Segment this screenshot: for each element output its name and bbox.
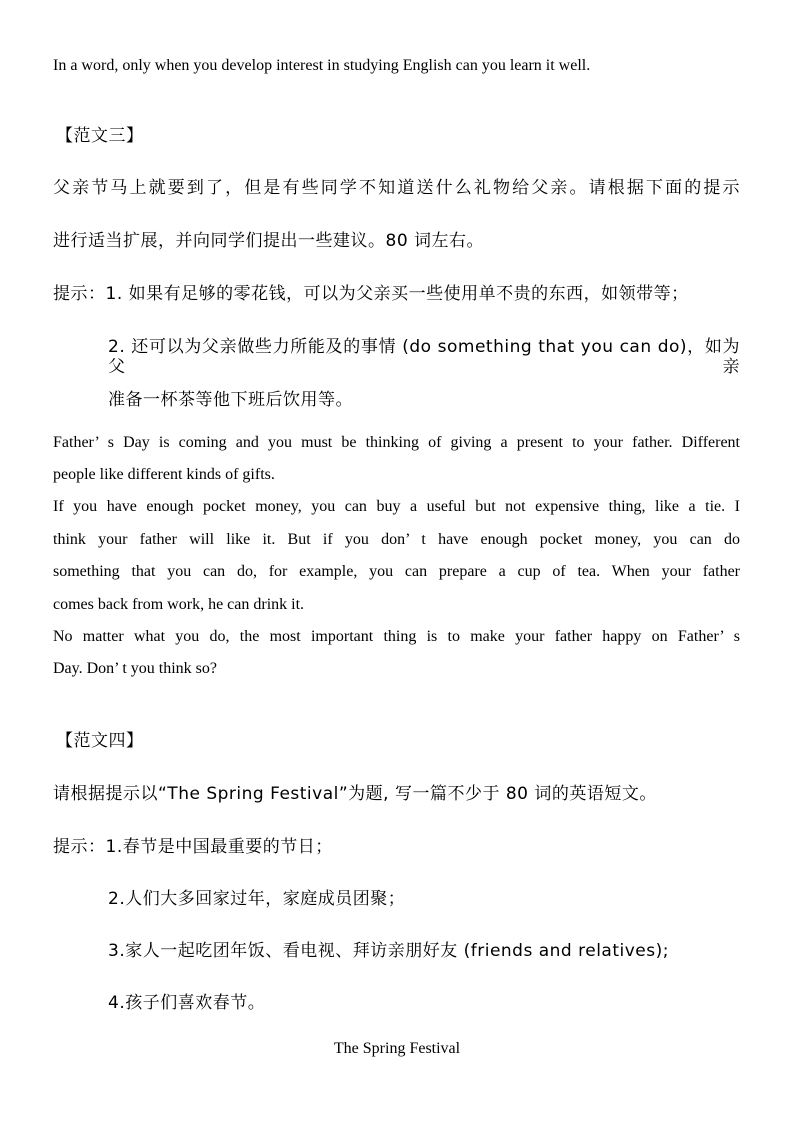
section4-hint2: 2.人们大多回家过年，家庭成员团聚； [108,889,406,909]
essay4-title: The Spring Festival [333,1040,461,1057]
essay3-line1: Father’ s Day is coming and you must be thinking of giving a present to your father. Different [53,434,740,451]
essay3-line4: think your father will like it. But if you don’ t have enough pocket money, you can do [53,531,740,548]
section4-hint4: 4.孩子们喜欢春节。 [108,993,266,1013]
section3-hint2-line1: 2. 还可以为父亲做些力所能及的事情 (do something that you can do)，如为父亲 [108,337,740,377]
essay3-line5: something that you can do, for example, you can prepare a cup of tea. When your father [53,563,740,580]
essay3-line2: people like different kinds of gifts. [53,466,275,483]
section4-hint1: 提示：1.春节是中国最重要的节日； [53,837,333,857]
intro-sentence: In a word, only when you develop interest in studying English can you learn it well. [53,57,591,74]
essay3-line7: No matter what you do, the most important thing is to make your father happy on Father’ s [53,628,740,645]
section4-heading: 【范文四】 [56,731,144,751]
section3-prompt-line2: 进行适当扩展，并向同学们提出一些建议。80 词左右。 [53,231,485,251]
section4-hint3: 3.家人一起吃团年饭、看电视、拜访亲朋好友 (friends and relatives); [108,941,669,961]
section3-hint2-line2: 准备一杯茶等他下班后饮用等。 [108,390,353,410]
essay3-line6: comes back from work, he can drink it. [53,596,305,613]
section3-heading: 【范文三】 [56,126,144,146]
section4-prompt: 请根据提示以“The Spring Festival”为题, 写一篇不少于 80 词的英语短文。 [53,784,657,804]
essay3-line8: Day. Don’ t you think so? [53,660,217,677]
essay3-line3: If you have enough pocket money, you can buy a useful but not expensive thing, like a tie. I [53,498,740,515]
section3-prompt-line1: 父亲节马上就要到了，但是有些同学不知道送什么礼物给父亲。请根据下面的提示 [53,178,740,198]
section3-hint1: 提示：1. 如果有足够的零花钱，可以为父亲买一些使用单不贵的东西，如领带等； [53,284,689,304]
